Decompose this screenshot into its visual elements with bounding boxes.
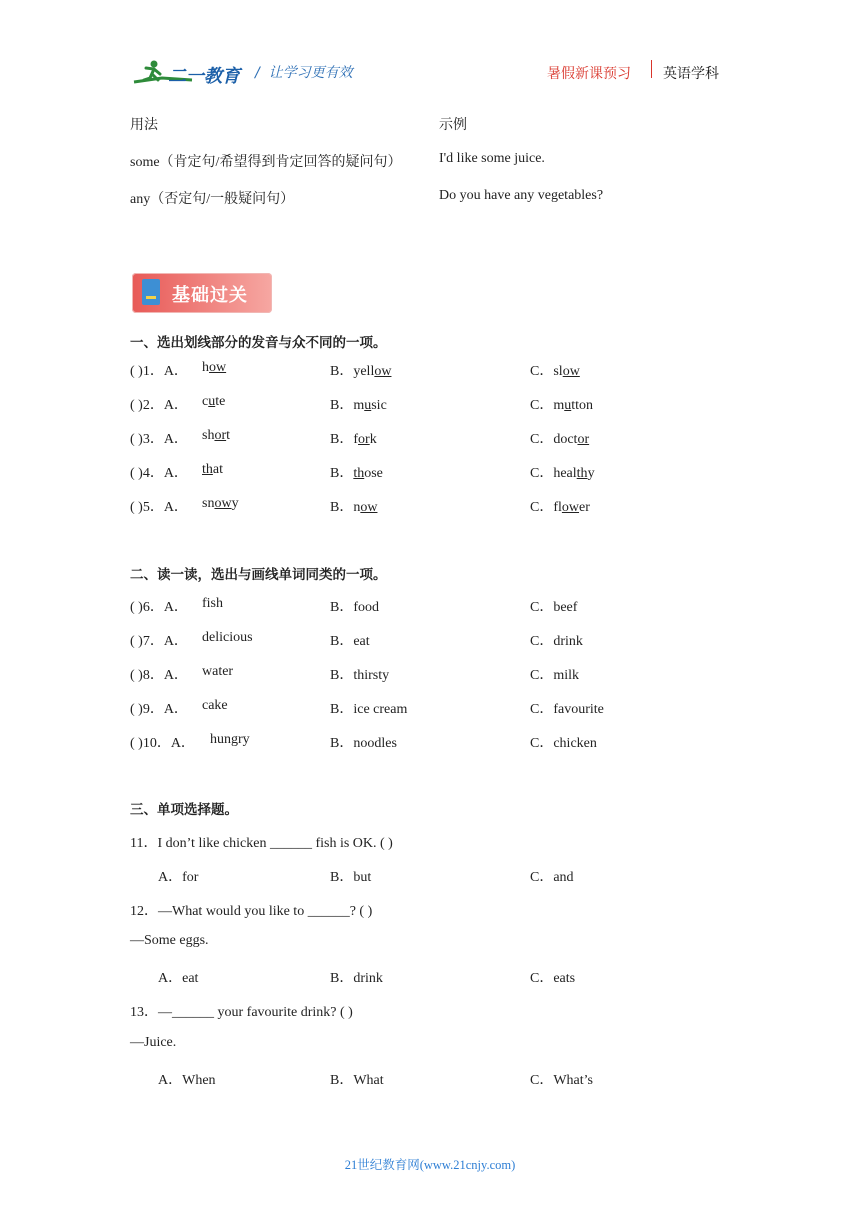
option-c bbox=[530, 496, 590, 516]
header-divider bbox=[651, 60, 652, 78]
option-letter: B． bbox=[330, 668, 354, 683]
underlined-part: ow bbox=[360, 500, 378, 515]
option-b bbox=[330, 630, 370, 650]
footer-source: 21世纪教育网(www.21cnjy.com) bbox=[344, 1158, 516, 1172]
option-word: chicken bbox=[553, 736, 597, 751]
word-part: sic bbox=[371, 398, 387, 413]
option-word: noodles bbox=[353, 736, 397, 751]
option-letter: C． bbox=[530, 668, 554, 683]
option-letter: C． bbox=[530, 736, 554, 751]
option-word: food bbox=[353, 600, 380, 615]
word-part: heal bbox=[553, 466, 577, 481]
option-a bbox=[202, 462, 223, 478]
option-letter: C． bbox=[530, 702, 554, 717]
option-letter: B． bbox=[330, 736, 354, 751]
option-letter: C． bbox=[530, 364, 554, 379]
option-letter: C． bbox=[530, 634, 554, 649]
word-part: at bbox=[212, 462, 223, 477]
word-part: m bbox=[553, 398, 565, 413]
option-c: C．and bbox=[530, 870, 574, 885]
underlined-part: ow bbox=[209, 360, 227, 375]
logo-text: 二一教育 bbox=[168, 66, 240, 87]
question-number: ( )1．A． bbox=[130, 364, 188, 379]
option-word: drink bbox=[553, 634, 583, 649]
option-letter: B． bbox=[330, 432, 354, 447]
section3-title: 三、单项选择题。 bbox=[130, 802, 238, 818]
option-a: cake bbox=[202, 698, 228, 713]
option-letter: B． bbox=[330, 634, 354, 649]
word-part: t bbox=[226, 428, 231, 443]
option-a bbox=[202, 360, 226, 376]
option-a: A．When bbox=[158, 1073, 216, 1088]
option-a: hungry bbox=[210, 732, 250, 747]
question-stem: 11．I don’t like chicken ______ fish is OK. ( ) bbox=[130, 836, 393, 851]
section2-title: 二、读一读，选出与画线单词同类的一项。 bbox=[130, 567, 387, 583]
option-word: thirsty bbox=[353, 668, 390, 683]
header-subject: 英语学科 bbox=[663, 66, 719, 82]
underlined-part: th bbox=[202, 462, 213, 477]
underlined-part: u bbox=[208, 394, 216, 409]
underlined-part: or bbox=[214, 428, 227, 443]
option-b bbox=[330, 698, 407, 718]
option-letter: B． bbox=[330, 364, 354, 379]
option-c bbox=[530, 428, 589, 448]
option-letter: B． bbox=[330, 466, 354, 481]
word-part: fl bbox=[553, 500, 562, 515]
word-part: n bbox=[353, 500, 361, 515]
option-c bbox=[530, 394, 593, 414]
word-part: sl bbox=[553, 364, 563, 379]
example-cell: I'd like some juice. bbox=[439, 151, 545, 166]
option-c bbox=[530, 462, 595, 482]
underlined-part: or bbox=[358, 432, 370, 447]
book-icon bbox=[142, 279, 160, 305]
option-c bbox=[530, 360, 580, 380]
question-number: ( )4．A． bbox=[130, 466, 188, 481]
option-a: delicious bbox=[202, 630, 253, 645]
option-b bbox=[330, 596, 379, 616]
option-a bbox=[202, 428, 230, 444]
option-b bbox=[330, 732, 397, 752]
word-part: c bbox=[202, 394, 209, 409]
option-b bbox=[330, 394, 387, 414]
example-cell: Do you have any vegetables? bbox=[439, 188, 604, 203]
underlined-part: ow bbox=[214, 496, 232, 511]
question-number: ( )5．A． bbox=[130, 500, 188, 515]
word-part: ose bbox=[364, 466, 383, 481]
word-part: f bbox=[353, 432, 359, 447]
option-c bbox=[530, 630, 583, 650]
option-letter: C． bbox=[530, 466, 554, 481]
option-c bbox=[530, 596, 577, 616]
example-header: 示例 bbox=[439, 118, 467, 133]
word-part: sh bbox=[202, 428, 215, 443]
underlined-part: th bbox=[576, 466, 588, 481]
usage-cell: some（肯定句/希望得到肯定回答的疑问句） bbox=[130, 155, 402, 170]
question-number: ( )3．A． bbox=[130, 432, 188, 447]
badge-label: 基础过关 bbox=[172, 285, 248, 306]
option-b bbox=[330, 360, 391, 380]
word-part: doct bbox=[553, 432, 578, 447]
option-word: favourite bbox=[553, 702, 604, 717]
word-part: k bbox=[369, 432, 377, 447]
question-number: ( )6．A． bbox=[130, 600, 188, 615]
option-c bbox=[530, 732, 597, 752]
word-part: y bbox=[231, 496, 239, 511]
option-b: B．What bbox=[330, 1073, 384, 1088]
question-number: ( )9．A． bbox=[130, 702, 188, 717]
option-b: B．drink bbox=[330, 971, 383, 986]
option-letter: C． bbox=[530, 600, 554, 615]
word-part: yell bbox=[353, 364, 375, 379]
option-c bbox=[530, 698, 604, 718]
option-c bbox=[530, 664, 579, 684]
word-part: m bbox=[353, 398, 365, 413]
question-number: ( )2．A． bbox=[130, 398, 188, 413]
option-b: B．but bbox=[330, 870, 372, 885]
question-stem: 13．—______ your favourite drink? ( ) bbox=[130, 1005, 353, 1020]
option-a: water bbox=[202, 664, 234, 679]
question-reply: —Some eggs. bbox=[130, 933, 209, 948]
word-part: sn bbox=[202, 496, 215, 511]
option-a: A．for bbox=[158, 870, 199, 885]
underlined-part: or bbox=[577, 432, 590, 447]
underlined-part: ow bbox=[374, 364, 392, 379]
option-a: A．eat bbox=[158, 971, 199, 986]
word-part: er bbox=[579, 500, 590, 515]
option-word: eat bbox=[353, 634, 370, 649]
option-c: C．eats bbox=[530, 971, 576, 986]
question-number: ( )8．A． bbox=[130, 668, 188, 683]
word-part: h bbox=[202, 360, 209, 375]
option-word: beef bbox=[553, 600, 578, 615]
option-letter: B． bbox=[330, 500, 354, 515]
option-letter: B． bbox=[330, 398, 354, 413]
word-part: tton bbox=[571, 398, 594, 413]
question-number: ( )7．A． bbox=[130, 634, 188, 649]
option-letter: C． bbox=[530, 500, 554, 515]
option-word: milk bbox=[553, 668, 580, 683]
option-b bbox=[330, 428, 377, 448]
option-b bbox=[330, 462, 383, 482]
header-slogan: / 让学习更有效 bbox=[255, 65, 353, 81]
word-part: te bbox=[215, 394, 226, 409]
option-letter: B． bbox=[330, 702, 354, 717]
option-a: fish bbox=[202, 596, 223, 611]
question-reply: —Juice. bbox=[130, 1035, 177, 1050]
usage-cell: any（否定句/一般疑问句） bbox=[130, 192, 295, 207]
option-c: C．What’s bbox=[530, 1073, 593, 1088]
underlined-part: ow bbox=[561, 500, 580, 515]
section-badge bbox=[132, 273, 272, 313]
underlined-part: th bbox=[353, 466, 365, 481]
section1-title: 一、选出划线部分的发音与众不同的一项。 bbox=[130, 335, 387, 351]
option-a bbox=[202, 394, 225, 410]
option-letter: C． bbox=[530, 398, 554, 413]
option-b bbox=[330, 496, 377, 516]
option-letter: B． bbox=[330, 600, 354, 615]
option-a bbox=[202, 496, 239, 512]
underlined-part: u bbox=[364, 398, 372, 413]
underlined-part: ow bbox=[562, 364, 580, 379]
option-b bbox=[330, 664, 389, 684]
usage-header: 用法 bbox=[130, 118, 158, 133]
word-part: y bbox=[587, 466, 595, 481]
option-word: ice cream bbox=[353, 702, 408, 717]
question-stem: 12．—What would you like to ______? ( ) bbox=[130, 904, 373, 919]
header-series: 暑假新课预习 bbox=[547, 66, 631, 82]
option-letter: C． bbox=[530, 432, 554, 447]
question-number: ( )10．A． bbox=[130, 736, 195, 751]
underlined-part: u bbox=[564, 398, 572, 413]
